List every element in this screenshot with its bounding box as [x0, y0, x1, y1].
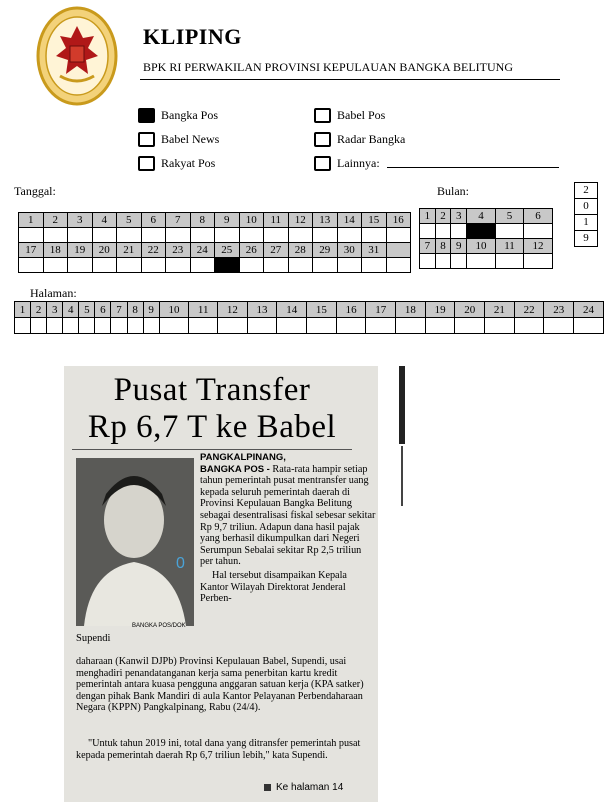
grid-mark-cell[interactable]: [496, 254, 524, 269]
grid-mark-cell[interactable]: [141, 228, 166, 243]
grid-mark-cell[interactable]: [92, 228, 117, 243]
grid-mark-cell[interactable]: [288, 228, 313, 243]
grid-number-cell: 27: [264, 243, 289, 258]
grid-number-cell: 5: [79, 302, 95, 318]
grid-number-cell: 8: [190, 213, 215, 228]
grid-number-cell: 17: [19, 243, 44, 258]
clipping-edge: [399, 366, 405, 444]
grid-mark-cell[interactable]: [117, 228, 142, 243]
organization-subtitle: BPK RI PERWAKILAN PROVINSI KEPULAUAN BANGKA BELITUNG: [143, 60, 514, 74]
grid-number-cell: 15: [307, 302, 337, 318]
grid-mark-cell[interactable]: [420, 224, 436, 239]
grid-number-cell: 26: [239, 243, 264, 258]
article-paragraph: daharaan (Kanwil DJPb) Provinsi Kepulauan Babel, Supendi, usai menghadiri penandatanganan kerja sama penerbitan kartu kredit pemerintah antara kuasa pengguna anggaran satuan kerja (KPA satker) dengan pihak Bank Mandiri di aula Kantor Pelayanan Perbendaharaan Negara (KPPN) Pangkalpinang, Rabu (24/4).: [76, 656, 364, 714]
grid-number-cell: 21: [117, 243, 142, 258]
grid-mark-cell[interactable]: [366, 318, 396, 334]
grid-mark-cell[interactable]: [19, 228, 44, 243]
source-radar-bangka[interactable]: [314, 132, 405, 147]
grid-number-cell: 22: [514, 302, 544, 318]
svg-text:0: 0: [176, 555, 185, 572]
grid-mark-cell[interactable]: [19, 258, 44, 273]
header-divider: [140, 79, 560, 80]
article-paragraph: Rata-rata hampir setiap tahun pemerintah pusat mentransfer uang kepada seluruh pemerintah daerah di Provinsi Kepulauan Bangka Belitung sebagai desentralisasi fiskal sebesar sekitar Rp 9,7 triliun. Adapun dana hasil pajak yang berhasil dikumpulkan dari Negeri Serumpun Sebalai sekitar Rp 2,5 triliun per tahun.: [200, 463, 376, 568]
grid-mark-cell[interactable]: [239, 258, 264, 273]
tahun-digit: 2: [574, 182, 598, 198]
article-paragraph: "Untuk tahun 2019 ini, total dana yang ditransfer pemerintah pusat kepada pemerintah daerah Rp 6,7 triliun lebih," kata Supendi.: [76, 738, 361, 761]
grid-number-cell: 4: [92, 213, 117, 228]
grid-mark-cell[interactable]: [215, 228, 240, 243]
grid-number-cell: 1: [420, 209, 436, 224]
checkbox-rakyat-pos[interactable]: [138, 156, 155, 171]
grid-mark-cell[interactable]: [362, 258, 387, 273]
grid-number-cell: 15: [362, 213, 387, 228]
grid-number-cell: 23: [166, 243, 191, 258]
grid-mark-cell[interactable]: [313, 258, 338, 273]
grid-mark-cell[interactable]: [68, 228, 93, 243]
grid-mark-cell[interactable]: [166, 258, 191, 273]
photo-credit: BANGKA POS/DOK: [132, 623, 186, 629]
bulan-grid: [419, 208, 553, 269]
grid-mark-cell[interactable]: [396, 318, 426, 334]
checkbox-radar-bangka[interactable]: [314, 132, 331, 147]
grid-mark-cell[interactable]: [31, 318, 47, 334]
grid-number-cell: 2: [43, 213, 68, 228]
grid-mark-cell[interactable]: [451, 224, 467, 239]
page-title: KLIPING: [143, 24, 242, 49]
grid-number-cell: 1: [19, 213, 44, 228]
source-label: Lainnya:: [337, 156, 380, 170]
grid-mark-cell[interactable]: [496, 224, 524, 239]
grid-mark-cell[interactable]: [264, 258, 289, 273]
grid-number-cell: 21: [485, 302, 515, 318]
grid-number-cell: 7: [166, 213, 191, 228]
checkbox-babel-pos[interactable]: [314, 108, 331, 123]
grid-mark-cell[interactable]: [247, 318, 277, 334]
grid-mark-cell[interactable]: [68, 258, 93, 273]
grid-number-cell: 22: [141, 243, 166, 258]
grid-mark-cell[interactable]: [117, 258, 142, 273]
grid-number-cell: 1: [15, 302, 31, 318]
article-paragraph: Hal tersebut disampaikan Kepala Kantor Wilayah Direktorat Jenderal Perben-: [200, 569, 347, 605]
grid-mark-cell[interactable]: [190, 258, 215, 273]
checkbox-lainnya[interactable]: [314, 156, 331, 171]
grid-mark-cell[interactable]: [43, 228, 68, 243]
grid-number-cell: 11: [189, 302, 218, 318]
grid-number-cell: 10: [467, 239, 496, 254]
article-column-text: [200, 452, 376, 605]
grid-number-cell: 8: [435, 239, 451, 254]
grid-mark-cell[interactable]: [420, 254, 436, 269]
grid-number-cell: 30: [337, 243, 362, 258]
grid-number-cell: 12: [218, 302, 248, 318]
grid-number-cell: 2: [31, 302, 47, 318]
lainnya-input-line[interactable]: [387, 167, 559, 168]
grid-mark-cell[interactable]: [92, 258, 117, 273]
grid-mark-cell[interactable]: [514, 318, 544, 334]
grid-mark-cell[interactable]: [307, 318, 337, 334]
grid-number-cell: 7: [420, 239, 436, 254]
grid-number-cell: 16: [386, 213, 411, 228]
grid-mark-cell[interactable]: [143, 318, 159, 334]
grid-mark-cell[interactable]: [386, 258, 411, 273]
grid-number-cell: 12: [288, 213, 313, 228]
grid-number-cell: 4: [63, 302, 79, 318]
grid-mark-cell[interactable]: [451, 254, 467, 269]
grid-number-cell: 11: [264, 213, 289, 228]
grid-number-cell: 3: [451, 209, 467, 224]
source-babel-pos[interactable]: [314, 108, 385, 123]
tahun-digit: 1: [574, 214, 598, 230]
clipping-edge: [401, 446, 403, 506]
grid-mark-cell[interactable]: [63, 318, 79, 334]
grid-number-cell: 2: [435, 209, 451, 224]
grid-number-cell: 10: [239, 213, 264, 228]
source-label: Radar Bangka: [337, 132, 406, 146]
grid-mark-cell[interactable]: [455, 318, 485, 334]
grid-number-cell: 3: [47, 302, 63, 318]
grid-mark-cell[interactable]: [467, 254, 496, 269]
grid-number-cell: 8: [127, 302, 143, 318]
tanggal-grid: [18, 212, 411, 273]
source-label: Babel Pos: [337, 108, 386, 122]
grid-mark-cell[interactable]: [435, 254, 451, 269]
grid-mark-cell[interactable]: [166, 228, 191, 243]
grid-mark-cell[interactable]: [95, 318, 111, 334]
grid-number-cell: 23: [544, 302, 574, 318]
grid-number-cell: 18: [396, 302, 426, 318]
source-label: Bangka Pos: [161, 108, 218, 122]
grid-number-cell: 6: [524, 209, 553, 224]
grid-number-cell: 14: [337, 213, 362, 228]
grid-mark-cell[interactable]: [337, 258, 362, 273]
grid-number-cell: 9: [215, 213, 240, 228]
garuda-emblem-icon: [36, 6, 118, 106]
bulan-label: Bulan:: [437, 184, 469, 198]
grid-number-cell: 12: [524, 239, 553, 254]
grid-mark-cell[interactable]: [189, 318, 218, 334]
grid-number-cell: 28: [288, 243, 313, 258]
article-headline-line2: Rp 6,7 T ke Babel: [87, 409, 337, 445]
grid-number-cell: 6: [141, 213, 166, 228]
grid-mark-cell[interactable]: [288, 258, 313, 273]
grid-number-cell: 19: [425, 302, 455, 318]
grid-number-cell: 18: [43, 243, 68, 258]
grid-mark-cell[interactable]: [313, 228, 338, 243]
grid-number-cell: 9: [143, 302, 159, 318]
grid-mark-cell[interactable]: [264, 228, 289, 243]
grid-mark-cell[interactable]: [524, 224, 553, 239]
grid-mark-cell[interactable]: [190, 228, 215, 243]
portrait-photo: [76, 458, 194, 626]
jump-square-icon: [264, 784, 271, 791]
grid-mark-cell[interactable]: [215, 258, 240, 273]
grid-number-cell: 11: [496, 239, 524, 254]
grid-mark-cell[interactable]: [47, 318, 63, 334]
grid-number-cell: 7: [111, 302, 127, 318]
tahun-digit: 9: [574, 230, 598, 247]
grid-mark-cell[interactable]: [337, 228, 362, 243]
grid-mark-cell[interactable]: [435, 224, 451, 239]
grid-number-cell: 4: [467, 209, 496, 224]
checkbox-bangka-pos[interactable]: [138, 108, 155, 123]
halaman-label: Halaman:: [30, 286, 77, 300]
grid-mark-cell[interactable]: [425, 318, 455, 334]
grid-number-cell: 24: [574, 302, 604, 318]
headline-divider: [72, 449, 352, 450]
continued-on-page: Ke halaman 14: [276, 782, 344, 793]
dateline: PANGKALPINANG,: [200, 452, 286, 463]
grid-mark-cell[interactable]: [127, 318, 143, 334]
grid-mark-cell[interactable]: [386, 228, 411, 243]
grid-mark-cell[interactable]: [467, 224, 496, 239]
grid-mark-cell[interactable]: [336, 318, 366, 334]
source-label: Babel News: [161, 132, 220, 146]
grid-number-cell: 5: [496, 209, 524, 224]
grid-number-cell: 31: [362, 243, 387, 258]
photo-caption: Supendi: [76, 633, 111, 644]
checkbox-babel-news[interactable]: [138, 132, 155, 147]
article-headline-line1: Pusat Transfer: [113, 372, 311, 408]
grid-number-cell: 14: [277, 302, 307, 318]
grid-number-cell: 5: [117, 213, 142, 228]
grid-mark-cell[interactable]: [239, 228, 264, 243]
source-lainnya[interactable]: [314, 156, 380, 171]
grid-number-cell: 25: [215, 243, 240, 258]
grid-number-cell: 6: [95, 302, 111, 318]
grid-mark-cell[interactable]: [524, 254, 553, 269]
grid-mark-cell[interactable]: [43, 258, 68, 273]
grid-number-cell: 13: [247, 302, 277, 318]
tanggal-label: Tanggal:: [14, 184, 56, 198]
source-label: Rakyat Pos: [161, 156, 216, 170]
source-babel-news[interactable]: [138, 132, 219, 147]
grid-number-cell: 20: [92, 243, 117, 258]
grid-mark-cell[interactable]: [111, 318, 127, 334]
halaman-grid: [14, 301, 604, 334]
source-rakyat-pos[interactable]: [138, 156, 215, 171]
grid-mark-cell[interactable]: [79, 318, 95, 334]
grid-number-cell: 20: [455, 302, 485, 318]
grid-mark-cell[interactable]: [15, 318, 31, 334]
grid-mark-cell[interactable]: [141, 258, 166, 273]
grid-mark-cell[interactable]: [485, 318, 515, 334]
grid-mark-cell[interactable]: [574, 318, 604, 334]
grid-number-cell: [386, 243, 411, 258]
grid-number-cell: 24: [190, 243, 215, 258]
tahun-box: [574, 182, 598, 247]
grid-number-cell: 13: [313, 213, 338, 228]
grid-mark-cell[interactable]: [277, 318, 307, 334]
grid-number-cell: 9: [451, 239, 467, 254]
grid-mark-cell[interactable]: [218, 318, 248, 334]
grid-number-cell: 16: [336, 302, 366, 318]
grid-number-cell: 29: [313, 243, 338, 258]
tahun-digit: 0: [574, 198, 598, 214]
grid-mark-cell[interactable]: [544, 318, 574, 334]
grid-number-cell: 17: [366, 302, 396, 318]
source-bangka-pos[interactable]: [138, 108, 218, 123]
grid-number-cell: 19: [68, 243, 93, 258]
grid-mark-cell[interactable]: [362, 228, 387, 243]
grid-mark-cell[interactable]: [159, 318, 189, 334]
grid-number-cell: 3: [68, 213, 93, 228]
dateline: BANGKA POS -: [200, 463, 270, 475]
grid-number-cell: 10: [159, 302, 189, 318]
